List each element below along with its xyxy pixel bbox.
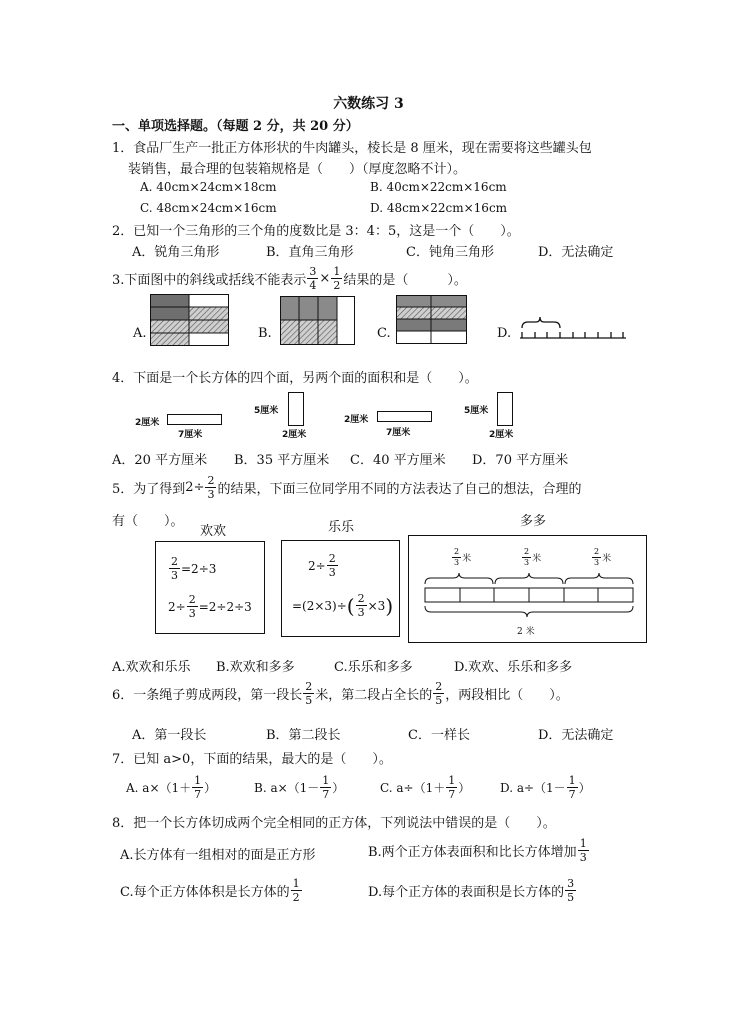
q3-stem-post: 结果的是（ ）。: [343, 273, 467, 288]
q3-figure-b: [280, 296, 356, 346]
duo-segment-diagram: [423, 576, 635, 628]
q1-line1: 1．食品厂生产一批正方体形状的牛肉罐头，棱长是 8 厘米，现在需要将这些罐头包: [112, 141, 592, 156]
q5-expr-whole: 2: [185, 480, 194, 495]
q3-option-d[interactable]: D.: [497, 326, 512, 341]
q5-box-duoduo: [408, 535, 647, 643]
q4-option-c[interactable]: C．40 平方厘米: [350, 453, 446, 468]
duo-total-label: 2 米: [517, 627, 535, 637]
q3-figure-d-ruler: [516, 316, 628, 342]
q5-stem-pre: 5．为了得到: [112, 482, 186, 497]
q6-option-c[interactable]: C．一样长: [408, 728, 470, 743]
q8-stem: 8．把一个长方体切成两个完全相同的正方体，下列说法中错误的是（ ）。: [112, 816, 556, 831]
q5-fraction: $\frac{2}{3}$: [207, 474, 215, 501]
q5-name-huanhuan: 欢欢: [200, 524, 227, 539]
duo-label-2: $\frac{2}{3}$ 米: [524, 547, 542, 567]
q8-option-a[interactable]: A.长方体有一组相对的面是正方形: [120, 848, 316, 863]
q3-option-c[interactable]: C.: [377, 326, 391, 341]
q7-option-c[interactable]: C. a÷（1＋ $\frac{1}{7}$ ）: [380, 774, 471, 801]
q5-option-a[interactable]: A.欢欢和乐乐: [112, 660, 191, 675]
section-heading: 一、单项选择题。（每题 2 分，共 20 分）: [112, 119, 359, 134]
q4-face-3-length: 7厘米: [386, 428, 411, 438]
q5-box-lele: [281, 540, 400, 637]
q1-option-b[interactable]: B. 40cm×22cm×16cm: [370, 180, 507, 194]
q4-option-d[interactable]: D．70 平方厘米: [472, 453, 569, 468]
q7-option-a[interactable]: A. a×（1＋ $\frac{1}{7}$ ）: [126, 774, 217, 801]
q8-option-b[interactable]: B.两个正方体表面积和比长方体增加 $\frac{1}{3}$: [368, 837, 587, 864]
q3-fraction-2: $\frac{1}{2}$: [333, 265, 341, 292]
q4-face-4-rect: [497, 392, 513, 426]
q6-stem: 6．一条绳子剪成两段，第一段长 $\frac{2}{5}$ 米，第二段占全长的 $\frac{2}{5}$ ，两段相比（ ）。: [112, 680, 569, 707]
q3-stem-pre: 3.下面图中的斜线或括线不能表示: [112, 273, 307, 288]
q4-stem: 4．下面是一个长方体的四个面，另两个面的面积和是（ ）。: [112, 371, 478, 386]
q3-fraction-1: $\frac{3}{4}$: [309, 265, 317, 292]
q1-option-d[interactable]: D. 48cm×22cm×16cm: [370, 201, 508, 215]
q4-face-2-height: 5厘米: [254, 406, 279, 416]
q7-stem: 7．已知 a>0，下面的结果，最大的是（ ）。: [112, 752, 392, 767]
q3-option-b[interactable]: B.: [258, 326, 272, 341]
q8-option-c[interactable]: C.每个正方体体积是长方体的 $\frac{1}{2}$: [120, 877, 300, 904]
huan-line2: 2÷ $\frac{2}{3}$ =2÷2÷3: [168, 593, 252, 620]
q7-option-b[interactable]: B. a×（1－ $\frac{1}{7}$ ）: [254, 774, 345, 801]
q3-figure-a: [150, 294, 230, 346]
duo-label-1: $\frac{2}{3}$ 米: [454, 547, 472, 567]
q6-option-d[interactable]: D．无法确定: [538, 728, 614, 743]
q2-stem: 2．已知一个三角形的三个角的度数比是 3：4：5，这是一个（ ）。: [112, 224, 520, 239]
duo-label-3: $\frac{2}{3}$ 米: [594, 547, 612, 567]
page-title: 六数练习 3: [333, 96, 404, 112]
q5-option-b[interactable]: B.欢欢和多多: [216, 660, 295, 675]
q4-face-1-width: 2厘米: [135, 418, 160, 428]
q5-option-d[interactable]: D.欢欢、乐乐和多多: [454, 660, 573, 675]
q5-expr-div: ÷: [193, 480, 205, 495]
le-line1: 2÷ $\frac{2}{3}$: [308, 552, 336, 579]
q3-times: ×: [319, 271, 331, 286]
q2-option-a[interactable]: A．锐角三角形: [132, 245, 220, 260]
q5-box-huanhuan: [155, 541, 265, 634]
q3-option-a[interactable]: A.: [133, 326, 147, 341]
q7-option-d[interactable]: D. a÷（1－ $\frac{1}{7}$ ）: [500, 774, 591, 801]
q3-figure-c: [396, 295, 468, 345]
huan-line1: $\frac{2}{3}$ =2÷3: [171, 555, 217, 582]
q5-line2: 有（ ）。: [112, 514, 184, 529]
q6-option-b[interactable]: B．第二段长: [266, 728, 341, 743]
le-line2: =(2×3)÷ ( $\frac{2}{3}$ ×3 ): [292, 592, 394, 619]
q4-face-4-width: 2厘米: [489, 430, 514, 440]
q2-option-c[interactable]: C．钝角三角形: [406, 245, 494, 260]
q5-name-duoduo: 多多: [520, 514, 547, 529]
q8-option-d[interactable]: D.每个正方体的表面积是长方体的 $\frac{3}{5}$: [368, 877, 575, 904]
q4-option-a[interactable]: A．20 平方厘米: [112, 453, 208, 468]
q5-stem-post: 的结果，下面三位同学用不同的方法表达了自己的想法，合理的: [217, 482, 582, 497]
q4-face-2-width: 2厘米: [282, 430, 307, 440]
q2-option-b[interactable]: B．直角三角形: [266, 245, 354, 260]
q5-name-lele: 乐乐: [328, 520, 355, 535]
q1-option-c[interactable]: C. 48cm×24cm×16cm: [140, 201, 277, 215]
q4-face-3-rect: [377, 411, 432, 422]
q4-face-4-height: 5厘米: [464, 406, 489, 416]
q4-face-1-rect: [167, 414, 222, 425]
q1-option-a[interactable]: A. 40cm×24cm×18cm: [140, 180, 277, 194]
q4-face-2-rect: [288, 392, 304, 426]
q2-option-d[interactable]: D．无法确定: [538, 245, 614, 260]
q5-option-c[interactable]: C.乐乐和多多: [334, 660, 413, 675]
q4-option-b[interactable]: B．35 平方厘米: [234, 453, 330, 468]
q4-face-3-width: 2厘米: [344, 415, 369, 425]
q6-option-a[interactable]: A．第一段长: [132, 728, 207, 743]
q5-stem: [112, 475, 581, 500]
q3-stem: [112, 266, 467, 291]
q1-line2: 装销售，最合理的包装箱规格是（ ）（厚度忽略不计）。: [128, 162, 467, 177]
q4-face-1-length: 7厘米: [178, 430, 203, 440]
